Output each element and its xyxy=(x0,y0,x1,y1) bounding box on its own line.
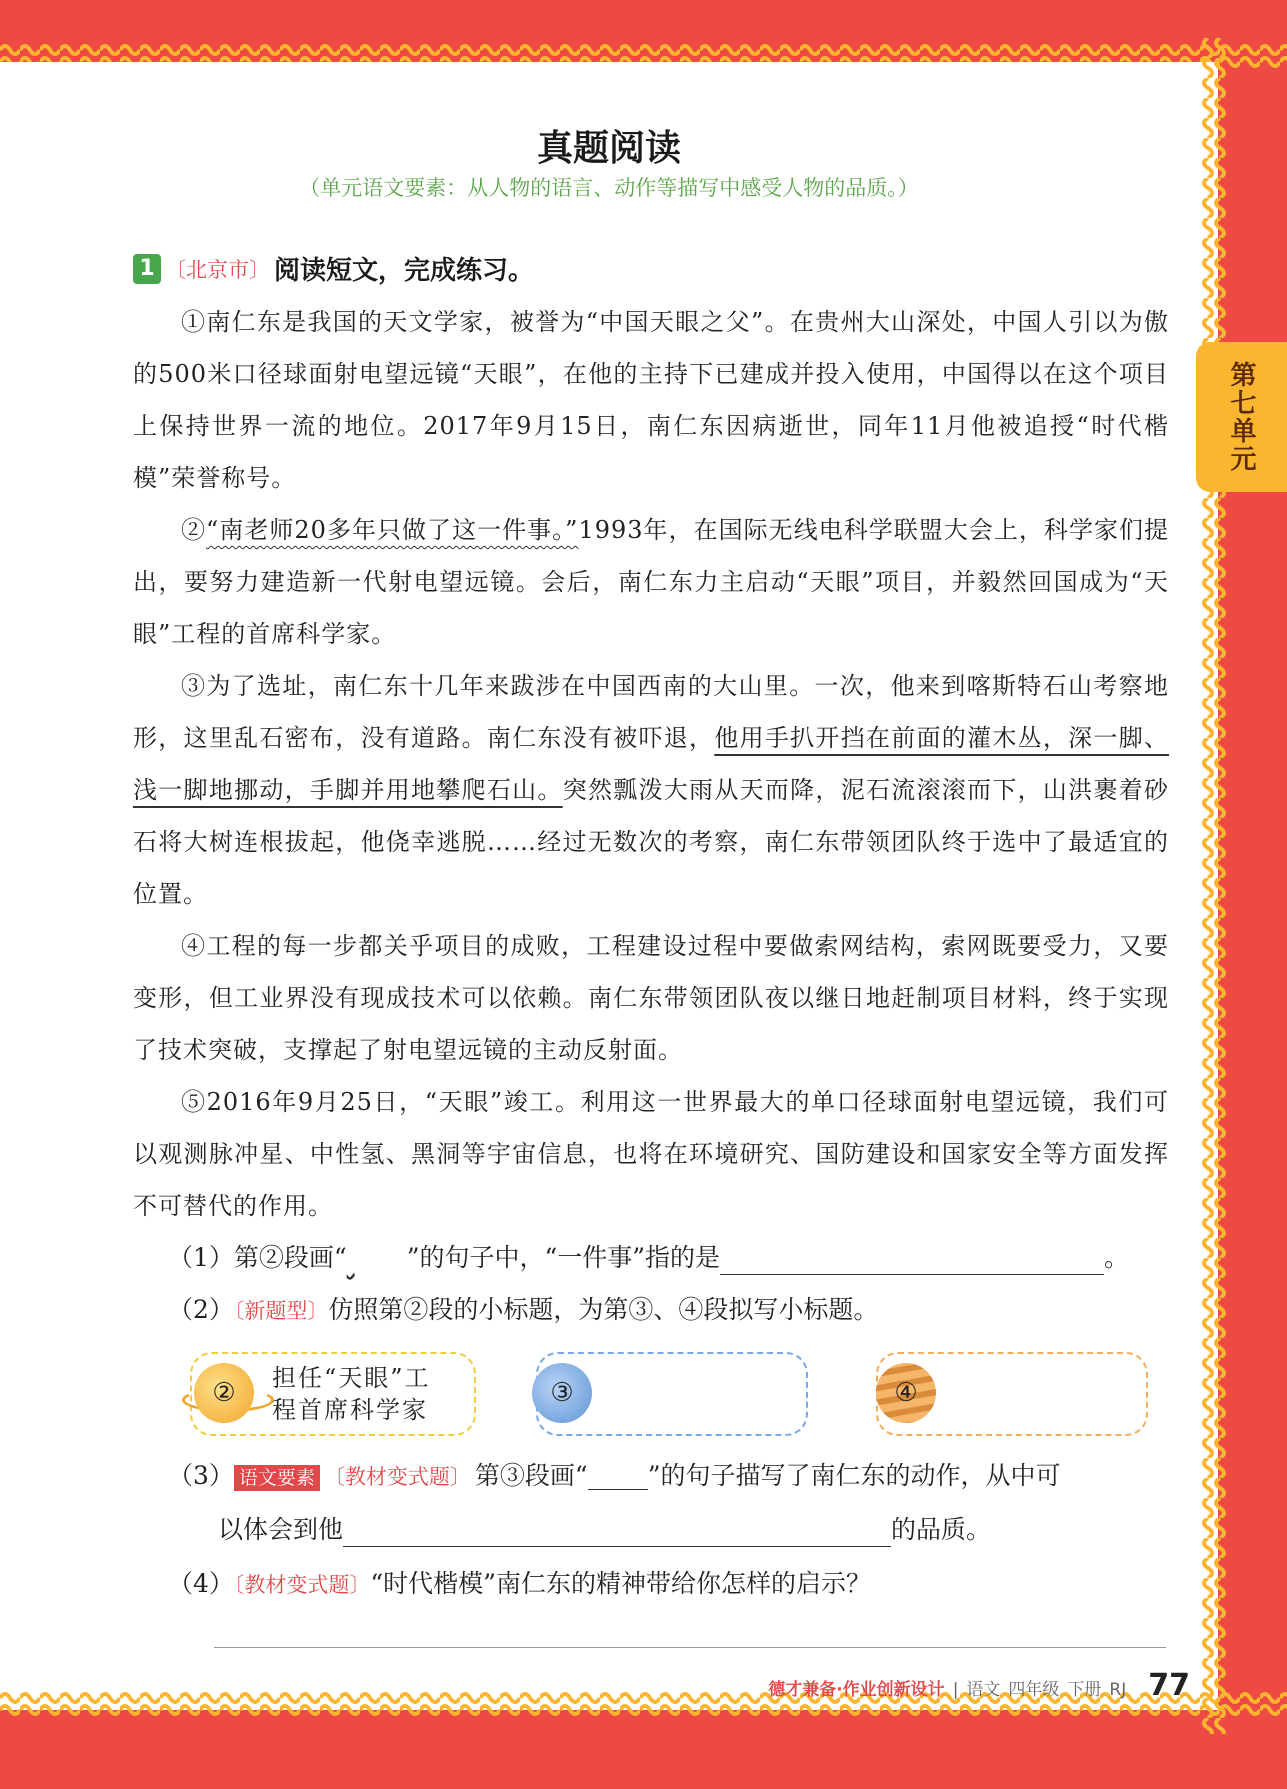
page-title: 真题阅读 xyxy=(536,128,681,169)
footer-separator: | xyxy=(952,1680,959,1700)
q2-text: 仿照第②段的小标题，为第③、④段拟写小标题。 xyxy=(328,1295,879,1324)
paragraph-1: ①南仁东是我国的天文学家，被誉为“中国天眼之父”。在贵州大山深处，中国人引以为傲的500米口径球面射电望远镜“天眼”，在他的主持下已建成并投入使用，中国得以在这个项目上保持世界一流的地位。2017年9月15日，南仁东因病逝世，同年11月他被追授“时代楷模”荣誉称号。 xyxy=(133,308,1169,492)
q1-text-b: ”的句子中，“一件事”指的是 xyxy=(406,1243,721,1272)
wavy-line-symbol xyxy=(347,1238,407,1264)
q3-answer-blank[interactable] xyxy=(343,1516,891,1547)
sub-question-4 xyxy=(168,1564,871,1605)
paragraph-2-prefix: ② xyxy=(181,516,207,544)
sub-question-3 xyxy=(168,1456,1061,1498)
region-tag: 〔北京市〕 xyxy=(165,257,270,282)
question-number-badge: 1 xyxy=(133,254,161,284)
sub-question-3-cont xyxy=(218,1510,991,1550)
paragraph-3 xyxy=(133,660,1169,920)
footer-brand: 德才兼备·作业创新设计 xyxy=(768,1680,945,1700)
q2-tag: 〔新题型〕 xyxy=(233,1299,329,1323)
page-footer xyxy=(720,1668,1190,1703)
heading-box-2-line-1: 担任“天眼”工 xyxy=(272,1364,431,1392)
q3-text-d: 的品质。 xyxy=(891,1515,992,1544)
unit-tab xyxy=(1196,342,1287,492)
paragraph-3-end: 突然瓢泼大雨从天而降，泥石流滚滚而下，山洪裹着砂石将大树连根拔起，他侥幸逃脱……经过无数次的考察，南仁东带领团队终于选中了最适宜的位置。 xyxy=(133,776,1170,908)
heading-box-2-text xyxy=(272,1362,431,1426)
q1-text-end: 。 xyxy=(1104,1243,1130,1272)
footer-subject: 语文 xyxy=(966,1680,1001,1700)
right-wavy-border xyxy=(1196,38,1244,1734)
paragraph-2 xyxy=(133,504,1169,660)
page-subtitle: （单元语文要素：从人物的语言、动作等描写中感受人物的品质。） xyxy=(299,176,919,200)
footer-rule xyxy=(214,1647,1166,1648)
q2-number: （2） xyxy=(168,1295,234,1324)
footer-edition: RJ xyxy=(1109,1680,1127,1700)
question-header xyxy=(133,250,534,287)
q3-tag: 〔教材变式题〕 xyxy=(323,1465,471,1489)
underlined-action-sentence: 他用手扒开挡在前面的灌木丛，深一脚、浅一脚地挪动，手脚并用地攀爬石山。 xyxy=(133,724,1170,804)
paragraph-4: ④工程的每一步都关乎项目的成败，工程建设过程中要做索网结构，索网既要受力，又要变形，但工业界没有现成技术可以依赖。南仁东带领团队夜以继日地赶制项目材料，终于实现了技术突破，支撑起了射电望远镜的主动反射面。 xyxy=(133,932,1169,1064)
sub-question-1 xyxy=(168,1238,1129,1278)
q3-text-b: ”的句子描写了南仁东的动作，从中可 xyxy=(647,1461,1061,1490)
planet-icon-orange: ④ xyxy=(876,1363,936,1423)
unit-tab-label: 第七单元 xyxy=(1226,361,1256,473)
q3-text-a: 第③段画“ xyxy=(474,1461,588,1490)
paragraph-3-start: ③为了选址，南仁东十几年来跋涉在中国西南的大山里。一次，他来到喀斯特石山考察地形，这里乱石密布，没有道路。南仁东没有被吓退， xyxy=(133,672,1169,752)
wavy-underlined-sentence: “南老师20多年只做了这一件事。” xyxy=(206,516,579,544)
heading-box-2-line-2: 程首席科学家 xyxy=(272,1396,428,1424)
paragraph-2-rest: 1993年，在国际无线电科学联盟大会上，科学家们提出，要努力建造新一代射电望远镜。会后，南仁东力主启动“天眼”项目，并毅然回国成为“天眼”工程的首席科学家。 xyxy=(133,516,1170,648)
footer-grade: 四年级 xyxy=(1008,1680,1060,1700)
straight-line-symbol xyxy=(588,1465,648,1490)
planet-icon-blue: ③ xyxy=(532,1363,592,1423)
sub-question-2 xyxy=(168,1290,878,1331)
planet-icon-yellow: ② xyxy=(194,1363,254,1423)
paragraph-5: ⑤2016年9月25日，“天眼”竣工。利用这一世界最大的单口径球面射电望远镜，我们可以观测脉冲星、中性氢、黑洞等宇宙信息，也将在环境研究、国防建设和国家安全等方面发挥不可替代的作用。 xyxy=(133,1088,1169,1220)
q4-tag: 〔教材变式题〕 xyxy=(233,1573,371,1597)
question-instruction: 阅读短文，完成练习。 xyxy=(274,256,535,286)
q4-text: “时代楷模”南仁东的精神带给你怎样的启示？ xyxy=(370,1569,871,1598)
page-number: 77 xyxy=(1148,1668,1190,1703)
reading-passage xyxy=(133,296,1169,1232)
q1-answer-blank[interactable] xyxy=(720,1244,1104,1275)
q4-number: （4） xyxy=(168,1569,234,1598)
q3-text-c: 以体会到他 xyxy=(218,1515,344,1544)
q3-badge: 语文要素 xyxy=(234,1465,320,1491)
q3-number: （3） xyxy=(168,1461,234,1490)
footer-term: 下册 xyxy=(1067,1680,1102,1700)
q1-text-a: （1）第②段画“ xyxy=(168,1243,347,1272)
